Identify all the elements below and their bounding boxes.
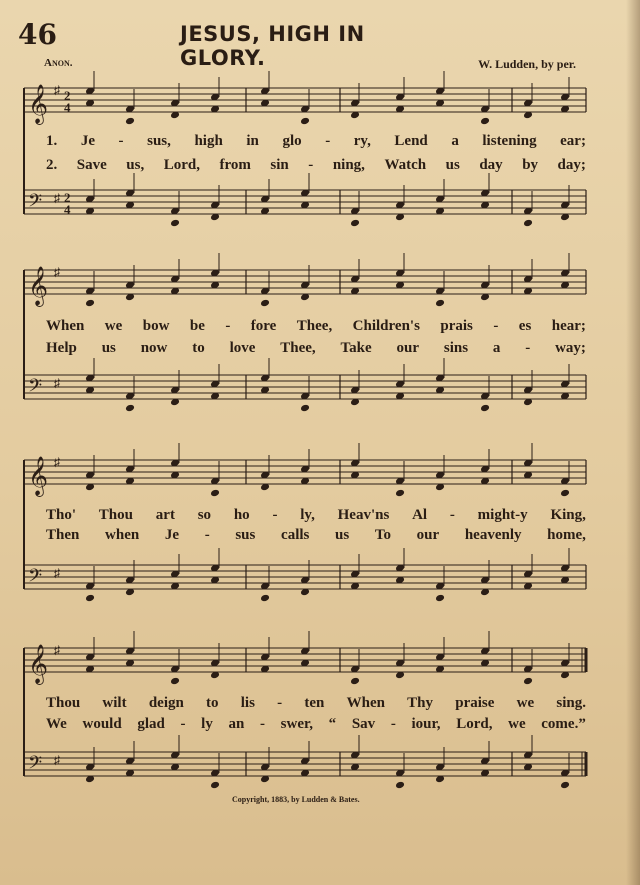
note-head	[523, 677, 533, 686]
note-head	[170, 219, 180, 228]
bass-clef-icon: 𝄢	[28, 376, 43, 401]
note-head	[560, 781, 570, 790]
system-4-verse-1: Thou wilt deign to lis - ten When Thy praise we sing.	[46, 695, 586, 711]
note-head	[523, 219, 533, 228]
treble-clef-icon: 𝄞	[28, 84, 49, 124]
note-head	[210, 781, 220, 790]
note-head	[350, 677, 360, 686]
copyright-notice: Copyright, 1883, by Ludden & Bates.	[232, 795, 360, 804]
sharp-icon: ♯	[54, 643, 60, 657]
treble-clef-icon: 𝄞	[28, 456, 49, 496]
time-signature-bottom: 4	[64, 100, 71, 115]
note-head	[125, 404, 135, 413]
note-head	[300, 117, 310, 126]
system-1-verse-1: 1. Je - sus, high in glo - ry, Lend a listening ear;	[46, 133, 586, 149]
system-3-verse-1: Tho' Thou art so ho - ly, Heav'ns Al - might-y King,	[46, 507, 586, 523]
note-head	[170, 677, 180, 686]
note-head	[350, 219, 360, 228]
time-signature-top: 2	[64, 88, 71, 103]
time-signature-bottom: 4	[64, 202, 71, 217]
treble-clef-icon: 𝄞	[28, 266, 49, 306]
note-head	[260, 299, 270, 308]
note-head	[560, 489, 570, 498]
note-head	[480, 117, 490, 126]
bass-clef-icon: 𝄢	[28, 191, 43, 216]
note-head	[435, 299, 445, 308]
sharp-icon: ♯	[54, 455, 60, 469]
note-head	[395, 489, 405, 498]
composer-credit: W. Ludden, by per.	[478, 57, 576, 71]
system-2-verse-2: Help us now to love Thee, Take our sins a - way;	[46, 340, 586, 356]
note-head	[395, 781, 405, 790]
note-head	[125, 117, 135, 126]
note-head	[85, 594, 95, 603]
treble-clef-icon: 𝄞	[28, 644, 49, 684]
sharp-icon: ♯	[54, 753, 60, 767]
note-head	[260, 594, 270, 603]
note-head	[85, 299, 95, 308]
note-head	[300, 404, 310, 413]
sharp-icon: ♯	[54, 265, 60, 279]
sharp-icon: ♯	[54, 83, 60, 97]
author-credit: Anon.	[44, 57, 73, 69]
system-1-verse-2: 2. Save us, Lord, from sin - ning, Watch us day by day;	[46, 157, 586, 173]
sharp-icon: ♯	[54, 376, 60, 390]
hymn-title: JESUS, HIGH IN GLORY.	[180, 22, 365, 70]
system-4-verse-2: We would glad - ly an - swer, “ Sav - iour, Lord, we come.”	[46, 716, 586, 732]
sharp-icon: ♯	[54, 191, 60, 205]
note-head	[210, 489, 220, 498]
system-3-verse-2: Then when Je - sus calls us To our heavenly home,	[46, 527, 586, 543]
bass-clef-icon: 𝄢	[28, 753, 43, 778]
time-signature-top: 2	[64, 190, 71, 205]
page-number: 46	[18, 18, 57, 51]
sharp-icon: ♯	[54, 566, 60, 580]
note-head	[480, 404, 490, 413]
system-2-verse-1: When we bow be - fore Thee, Children's prais - es hear;	[46, 318, 586, 334]
bass-clef-icon: 𝄢	[28, 566, 43, 591]
note-head	[435, 594, 445, 603]
